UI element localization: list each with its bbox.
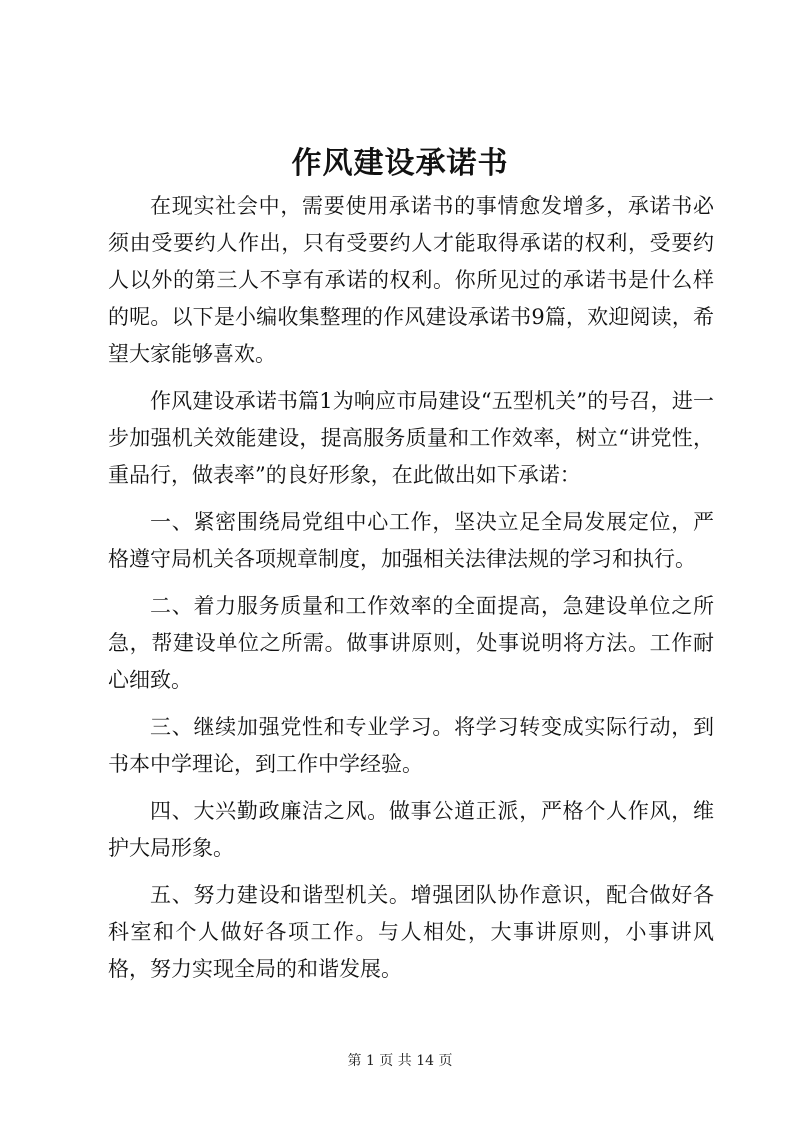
document-title: 作风建设承诺书: [291, 146, 509, 181]
paragraph-item-1: 一、紧密围绕局党组中心工作，坚决立足全局发展定位，严格遵守局机关各项规章制度，加强相关法律法规的学习和执行。: [108, 510, 714, 571]
paragraph-item-4: 四、大兴勤政廉洁之风。做事公道正派，严格个人作风，维护大局形象。: [108, 799, 714, 860]
paragraph-pledge-opening: 作风建设承诺书篇1为响应市局建设“五型机关”的号召，进一步加强机关效能建设，提高服务质量和工作效率，树立“讲党性，重品行，做表率”的良好形象，在此做出如下承诺：: [108, 389, 714, 487]
page-number-footer: 第 1 页 共 14 页: [347, 1053, 453, 1069]
paragraph-item-3: 三、继续加强党性和专业学习。将学习转变成实际行动，到书本中学理论，到工作中学经验。: [108, 715, 714, 776]
paragraph-item-2: 二、着力服务质量和工作效率的全面提高，急建设单位之所急，帮建设单位之所需。做事讲原则，处事说明将方法。工作耐心细致。: [108, 594, 714, 692]
document-body: [108, 188, 714, 998]
paragraph-intro: 在现实社会中，需要使用承诺书的事情愈发增多，承诺书必须由受要约人作出，只有受要约人才能取得承诺的权利，受要约人以外的第三人不享有承诺的权利。你所见过的承诺书是什么样的呢。以下是小编收集整理的作风建设承诺书9篇，欢迎阅读，希望大家能够喜欢。: [108, 194, 714, 366]
paragraph-item-5: 五、努力建设和谐型机关。增强团队协作意识，配合做好各科室和个人做好各项工作。与人相处，大事讲原则，小事讲风格，努力实现全局的和谐发展。: [108, 883, 714, 981]
